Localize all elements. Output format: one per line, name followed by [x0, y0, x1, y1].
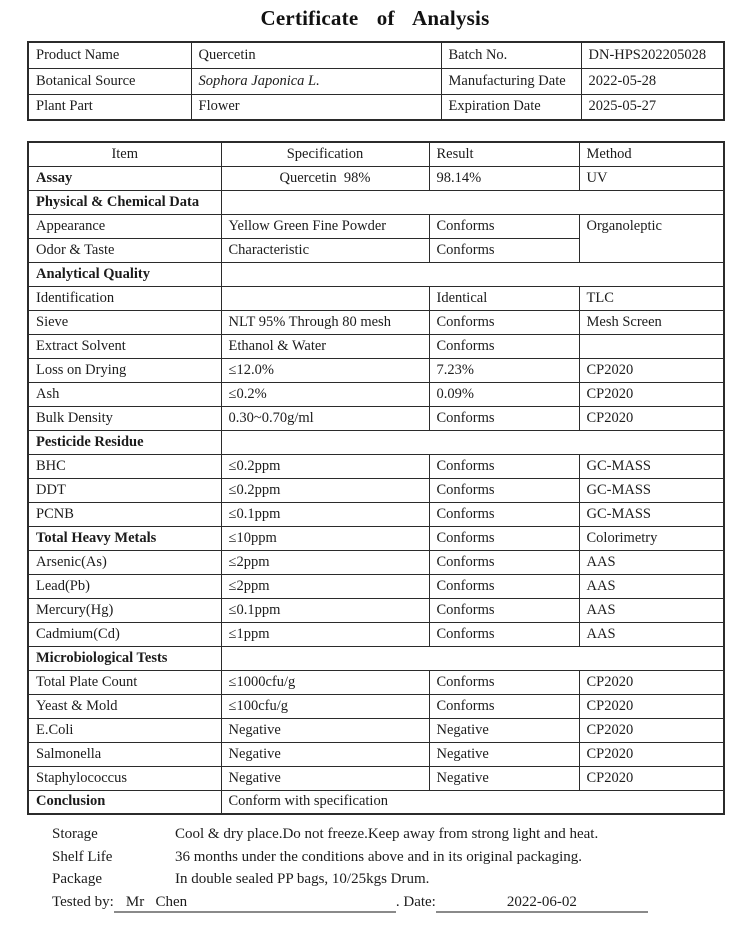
info-label-cell: Plant Part — [28, 94, 191, 120]
item-cell: Appearance — [28, 214, 221, 238]
item-cell: Salmonella — [28, 742, 221, 766]
table-row — [28, 742, 724, 766]
table-row — [28, 622, 724, 646]
result-cell: 0.09% — [429, 382, 579, 406]
note-text: Cool & dry place.Do not freeze.Keep away from strong light and heat. — [175, 826, 599, 842]
info-label-cell: Batch No. — [441, 42, 581, 68]
result-cell: Negative — [429, 718, 579, 742]
result-cell: Conforms — [429, 454, 579, 478]
result-cell: Conforms — [429, 334, 579, 358]
item-cell: Identification — [28, 286, 221, 310]
info-label-cell: Botanical Source — [28, 68, 191, 94]
conclusion-row — [28, 790, 724, 814]
item-cell: Cadmium(Cd) — [28, 622, 221, 646]
item-cell: Yeast & Mold — [28, 694, 221, 718]
note-label: Package — [52, 871, 102, 887]
table-row — [28, 718, 724, 742]
table-row — [28, 574, 724, 598]
footer-notes — [52, 823, 750, 915]
section-title-cell: Analytical Quality — [28, 262, 221, 286]
item-cell: Sieve — [28, 310, 221, 334]
shelf-life-note — [52, 846, 750, 869]
method-cell: AAS — [579, 598, 724, 622]
section-empty-cell — [221, 646, 724, 670]
item-cell: BHC — [28, 454, 221, 478]
item-cell: Loss on Drying — [28, 358, 221, 382]
result-cell: Conforms — [429, 526, 579, 550]
result-cell: Conforms — [429, 214, 579, 238]
spec-cell: ≤0.2% — [221, 382, 429, 406]
method-cell: GC-MASS — [579, 478, 724, 502]
section-empty-cell — [221, 190, 724, 214]
spec-cell: 0.30~0.70g/ml — [221, 406, 429, 430]
table-row — [28, 406, 724, 430]
spec-cell: ≤0.1ppm — [221, 598, 429, 622]
item-cell: E.Coli — [28, 718, 221, 742]
table-row — [28, 286, 724, 310]
table-row — [28, 454, 724, 478]
spec-cell: ≤2ppm — [221, 574, 429, 598]
result-cell: 7.23% — [429, 358, 579, 382]
info-label-cell: Product Name — [28, 42, 191, 68]
table-row — [28, 214, 724, 238]
result-cell: Conforms — [429, 238, 579, 262]
method-cell: CP2020 — [579, 718, 724, 742]
result-cell: Conforms — [429, 550, 579, 574]
info-label-cell: Manufacturing Date — [441, 68, 581, 94]
item-cell: Arsenic(As) — [28, 550, 221, 574]
package-note — [52, 868, 750, 891]
item-cell: Assay — [28, 166, 221, 190]
item-cell: Staphylococcus — [28, 766, 221, 790]
table-row — [28, 94, 724, 120]
section-title-cell: Pesticide Residue — [28, 430, 221, 454]
method-cell: Organoleptic — [579, 214, 724, 262]
spec-cell: ≤0.2ppm — [221, 478, 429, 502]
analysis-table — [27, 141, 725, 815]
table-row — [28, 670, 724, 694]
item-cell: Odor & Taste — [28, 238, 221, 262]
info-value-cell: DN-HPS202205028 — [581, 42, 724, 68]
column-header-item: Item — [28, 142, 221, 166]
storage-note — [52, 823, 750, 846]
item-cell: Total Plate Count — [28, 670, 221, 694]
item-cell: Total Heavy Metals — [28, 526, 221, 550]
method-cell: CP2020 — [579, 670, 724, 694]
section-row — [28, 430, 724, 454]
column-header-specification: Specification — [221, 142, 429, 166]
spec-cell: Yellow Green Fine Powder — [221, 214, 429, 238]
spec-cell: NLT 95% Through 80 mesh — [221, 310, 429, 334]
conclusion-value-cell: Conform with specification — [221, 790, 724, 814]
table-row — [28, 68, 724, 94]
method-cell: Mesh Screen — [579, 310, 724, 334]
item-cell: Lead(Pb) — [28, 574, 221, 598]
method-cell: GC-MASS — [579, 502, 724, 526]
spec-cell: Negative — [221, 718, 429, 742]
spec-cell: ≤12.0% — [221, 358, 429, 382]
item-cell: Mercury(Hg) — [28, 598, 221, 622]
spec-cell: ≤0.1ppm — [221, 502, 429, 526]
spec-cell: Quercetin 98% — [221, 166, 429, 190]
result-cell: Conforms — [429, 478, 579, 502]
result-cell: Conforms — [429, 502, 579, 526]
table-row — [28, 598, 724, 622]
method-cell: AAS — [579, 622, 724, 646]
method-cell: CP2020 — [579, 406, 724, 430]
method-cell: CP2020 — [579, 694, 724, 718]
section-row — [28, 646, 724, 670]
table-row — [28, 334, 724, 358]
item-cell: PCNB — [28, 502, 221, 526]
note-label: Storage — [52, 826, 98, 842]
spec-cell — [221, 286, 429, 310]
column-header-method: Method — [579, 142, 724, 166]
result-cell: Conforms — [429, 670, 579, 694]
table-row — [28, 310, 724, 334]
table-row — [28, 42, 724, 68]
method-cell — [579, 334, 724, 358]
section-row — [28, 190, 724, 214]
result-cell: Conforms — [429, 406, 579, 430]
result-cell: 98.14% — [429, 166, 579, 190]
spec-cell: ≤1000cfu/g — [221, 670, 429, 694]
info-value-cell: Quercetin — [191, 42, 441, 68]
table-row — [28, 766, 724, 790]
table-row — [28, 478, 724, 502]
info-value-cell: Sophora Japonica L. — [191, 68, 441, 94]
info-value-cell: 2022-05-28 — [581, 68, 724, 94]
method-cell: CP2020 — [579, 358, 724, 382]
spec-cell: Negative — [221, 766, 429, 790]
section-empty-cell — [221, 262, 724, 286]
table-row — [28, 358, 724, 382]
section-empty-cell — [221, 430, 724, 454]
method-cell: CP2020 — [579, 382, 724, 406]
item-cell: Ash — [28, 382, 221, 406]
method-cell: CP2020 — [579, 766, 724, 790]
result-cell: Negative — [429, 742, 579, 766]
result-cell: Identical — [429, 286, 579, 310]
result-cell: Conforms — [429, 694, 579, 718]
method-cell: AAS — [579, 574, 724, 598]
section-row — [28, 262, 724, 286]
column-header-result: Result — [429, 142, 579, 166]
result-cell: Negative — [429, 766, 579, 790]
conclusion-label-cell: Conclusion — [28, 790, 221, 814]
item-cell: Extract Solvent — [28, 334, 221, 358]
spec-cell: Characteristic — [221, 238, 429, 262]
method-cell: TLC — [579, 286, 724, 310]
result-cell: Conforms — [429, 622, 579, 646]
method-cell: AAS — [579, 550, 724, 574]
info-value-cell: Flower — [191, 94, 441, 120]
tested-by-value: Mr Chen — [114, 891, 396, 913]
note-text: In double sealed PP bags, 10/25kgs Drum. — [175, 871, 430, 887]
item-cell: DDT — [28, 478, 221, 502]
date-label: . Date: — [395, 893, 436, 910]
section-title-cell: Microbiological Tests — [28, 646, 221, 670]
method-cell: GC-MASS — [579, 454, 724, 478]
page-title: Certificate of Analysis — [260, 6, 490, 30]
section-title-cell: Physical & Chemical Data — [28, 190, 221, 214]
spec-cell: ≤100cfu/g — [221, 694, 429, 718]
spec-cell: ≤0.2ppm — [221, 454, 429, 478]
table-row — [28, 166, 724, 190]
method-cell: Colorimetry — [579, 526, 724, 550]
method-cell: UV — [579, 166, 724, 190]
result-cell: Conforms — [429, 574, 579, 598]
table-row — [28, 382, 724, 406]
spec-cell: ≤1ppm — [221, 622, 429, 646]
table-row — [28, 550, 724, 574]
info-value-cell: 2025-05-27 — [581, 94, 724, 120]
table-row — [28, 526, 724, 550]
note-text: 36 months under the conditions above and in its original packaging. — [175, 848, 583, 865]
result-cell: Conforms — [429, 598, 579, 622]
spec-cell: Ethanol & Water — [221, 334, 429, 358]
table-row — [28, 694, 724, 718]
info-label-cell: Expiration Date — [441, 94, 581, 120]
table-header-row — [28, 142, 724, 166]
date-value: 2022-06-02 — [436, 891, 648, 913]
item-cell: Bulk Density — [28, 406, 221, 430]
spec-cell: ≤10ppm — [221, 526, 429, 550]
product-info-table — [27, 41, 725, 121]
note-label: Shelf Life — [52, 848, 113, 865]
spec-cell: ≤2ppm — [221, 550, 429, 574]
result-cell: Conforms — [429, 310, 579, 334]
table-row — [28, 502, 724, 526]
spec-cell: Negative — [221, 742, 429, 766]
signature-row — [52, 891, 750, 915]
method-cell: CP2020 — [579, 742, 724, 766]
tested-by-label: Tested by: — [52, 893, 114, 910]
